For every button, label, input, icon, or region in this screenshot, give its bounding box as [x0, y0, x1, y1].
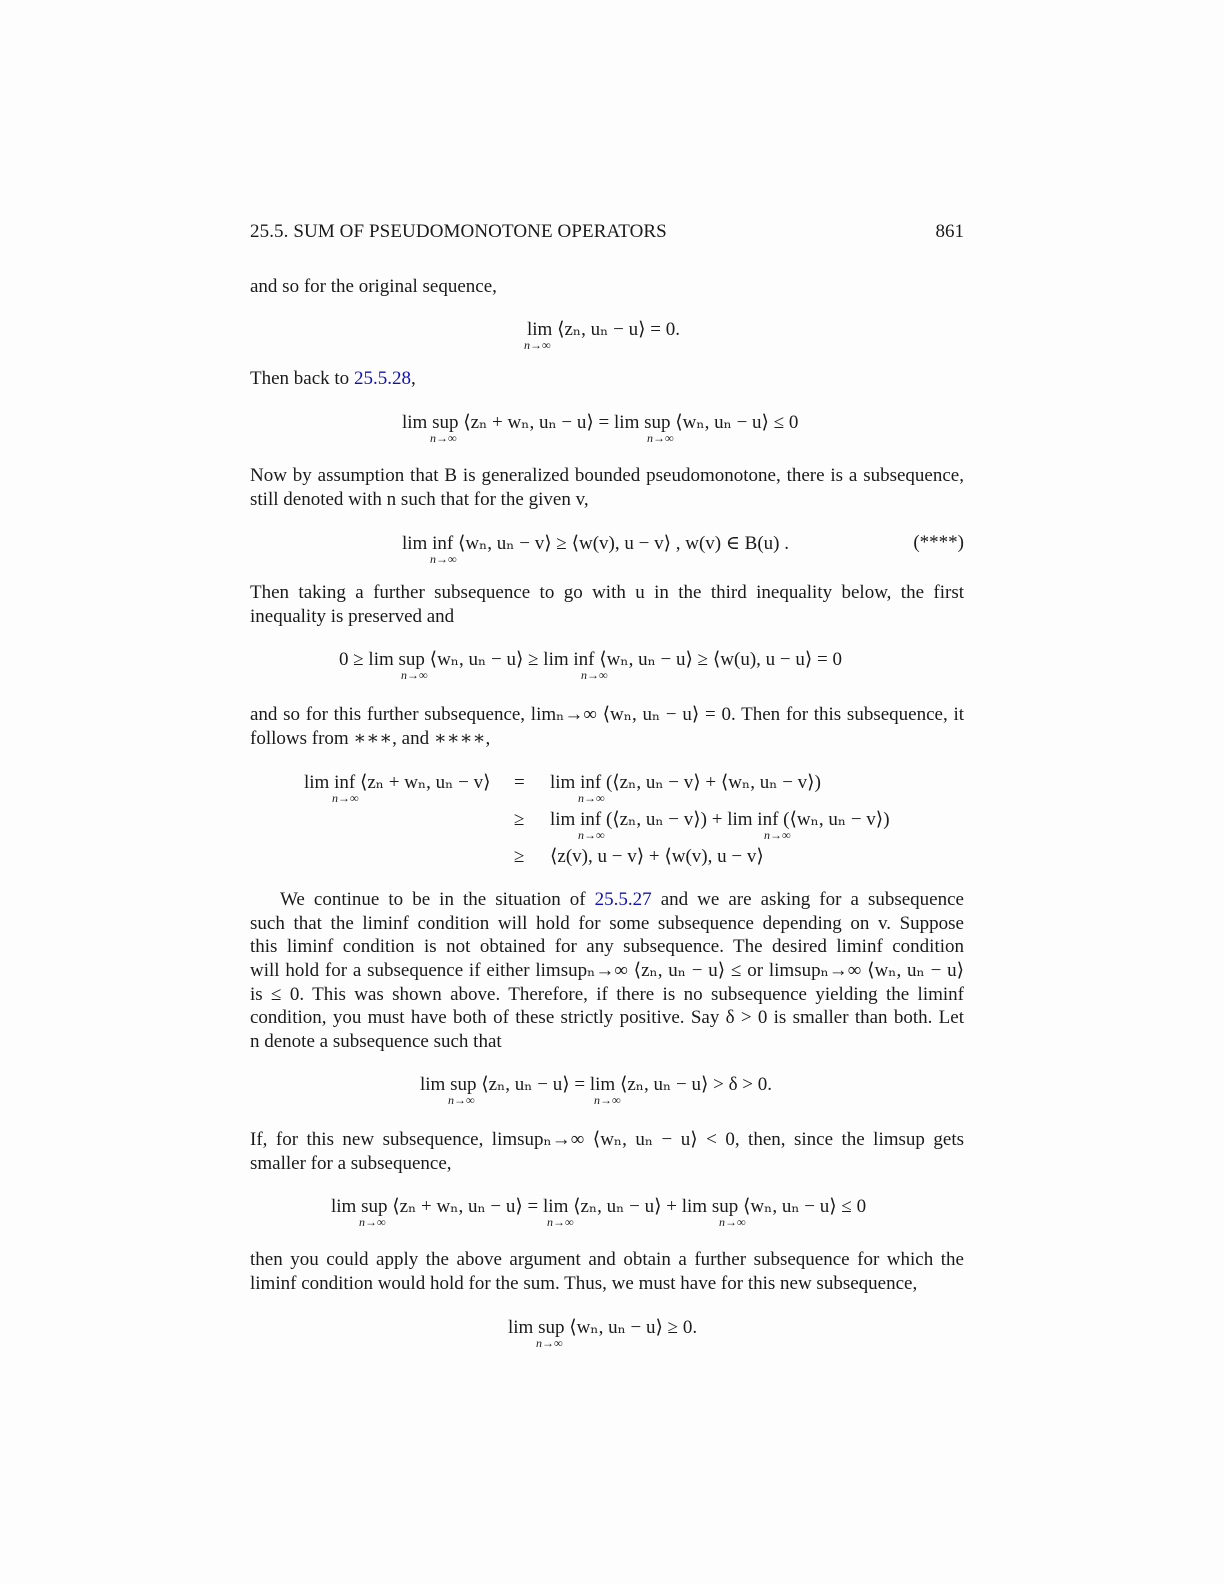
- paragraph-4-line-2: inequality is preserved and: [250, 606, 455, 627]
- aligned-relation-3: ≥: [514, 846, 525, 867]
- paragraph-6-line-6: condition, you must have both of these strictly positive. Say δ > 0 is smaller than both. Let: [250, 1007, 964, 1028]
- equation-2: lim sup ⟨zₙ + wₙ, uₙ − u⟩ = lim sup ⟨wₙ, uₙ − u⟩ ≤ 0 n→∞ n→∞: [402, 412, 799, 445]
- equation-reference-link-2[interactable]: 25.5.27: [594, 889, 652, 910]
- paragraph-3-line-1: Now by assumption that B is generalized bounded pseudomonotone, there is a subsequence,: [250, 465, 964, 486]
- equation-3: lim inf ⟨wₙ, uₙ − v⟩ ≥ ⟨w(v), u − v⟩ , w(v) ∈ B(u) . n→∞: [402, 533, 790, 566]
- equation-5: lim sup ⟨zₙ, uₙ − u⟩ = lim ⟨zₙ, uₙ − u⟩ > δ > 0. n→∞ n→∞: [420, 1074, 772, 1107]
- aligned-row-3: ⟨z(v), u − v⟩ + ⟨w(v), u − v⟩: [550, 846, 764, 867]
- equation-reference-link[interactable]: 25.5.28: [353, 368, 411, 389]
- paragraph-6-line-3: this liminf condition is not obtained for any subsequence. The desired liminf condition: [250, 936, 964, 957]
- paragraph-5-line-1: and so for this further subsequence, limₙ→∞ ⟨wₙ, uₙ − u⟩ = 0. Then for this subsequence, it: [250, 704, 964, 725]
- paragraph-7-line-2: smaller for a subsequence,: [250, 1153, 452, 1174]
- paragraph-8-line-1: then you could apply the above argument and obtain a further subsequence for which the: [250, 1249, 964, 1270]
- page-number: 861: [935, 221, 964, 242]
- paragraph-6-line-2: such that the liminf condition will hold for some subsequence depending on v. Suppose: [250, 913, 964, 934]
- paragraph-3-line-2: still denoted with n such that for the given v,: [250, 489, 589, 510]
- paragraph-7-line-1: If, for this new subsequence, limsupₙ→∞ ⟨wₙ, uₙ − u⟩ < 0, then, since the limsup gets: [250, 1129, 964, 1150]
- paragraph-1: and so for the original sequence,: [250, 276, 497, 297]
- equation-1: lim ⟨zₙ, uₙ − u⟩ = 0. n→∞: [524, 319, 680, 352]
- paragraph-2: Then back to 25.5.28,: [250, 368, 416, 389]
- paragraph-6-line-7: n denote a subsequence such that: [250, 1031, 502, 1052]
- paragraph-6-line-5: is ≤ 0. This was shown above. Therefore, if there is no subsequence yielding the liminf: [250, 984, 964, 1005]
- equation-tag: (****): [913, 532, 964, 553]
- paragraph-4-line-1: Then taking a further subsequence to go with u in the third inequality below, the first: [250, 582, 964, 603]
- paragraph-8-line-2: liminf condition would hold for the sum. Thus, we must have for this new subsequence,: [250, 1273, 918, 1294]
- aligned-row-1: lim inf (⟨zₙ, uₙ − v⟩ + ⟨wₙ, uₙ − v⟩) n→∞: [550, 772, 821, 805]
- paragraph-5-line-2: follows from ∗∗∗, and ∗∗∗∗,: [250, 728, 491, 749]
- running-header: 25.5. SUM OF PSEUDOMONOTONE OPERATORS: [250, 221, 667, 242]
- equation-4: 0 ≥ lim sup ⟨wₙ, uₙ − u⟩ ≥ lim inf ⟨wₙ, uₙ − u⟩ ≥ ⟨w(u), u − u⟩ = 0 n→∞ n→∞: [339, 649, 842, 682]
- equation-7: lim sup ⟨wₙ, uₙ − u⟩ ≥ 0. n→∞: [508, 1317, 698, 1350]
- paragraph-6-line-4: will hold for a subsequence if either limsupₙ→∞ ⟨zₙ, uₙ − u⟩ ≤ or limsupₙ→∞ ⟨wₙ, uₙ − u⟩: [250, 960, 964, 981]
- equation-6: lim sup ⟨zₙ + wₙ, uₙ − u⟩ = lim ⟨zₙ, uₙ − u⟩ + lim sup ⟨wₙ, uₙ − u⟩ ≤ 0 n→∞ n→∞ n→∞: [331, 1196, 867, 1229]
- aligned-relation-2: ≥: [514, 809, 525, 830]
- aligned-row-2: lim inf (⟨zₙ, uₙ − v⟩) + lim inf (⟨wₙ, uₙ − v⟩) n→∞ n→∞: [550, 809, 890, 842]
- paragraph-6-line-1: We continue to be in the situation of 25.5.27 and we are asking for a subsequence: [280, 889, 964, 910]
- aligned-relation-1: =: [514, 772, 525, 793]
- aligned-equation-lhs: lim inf ⟨zₙ + wₙ, uₙ − v⟩ n→∞: [304, 772, 491, 805]
